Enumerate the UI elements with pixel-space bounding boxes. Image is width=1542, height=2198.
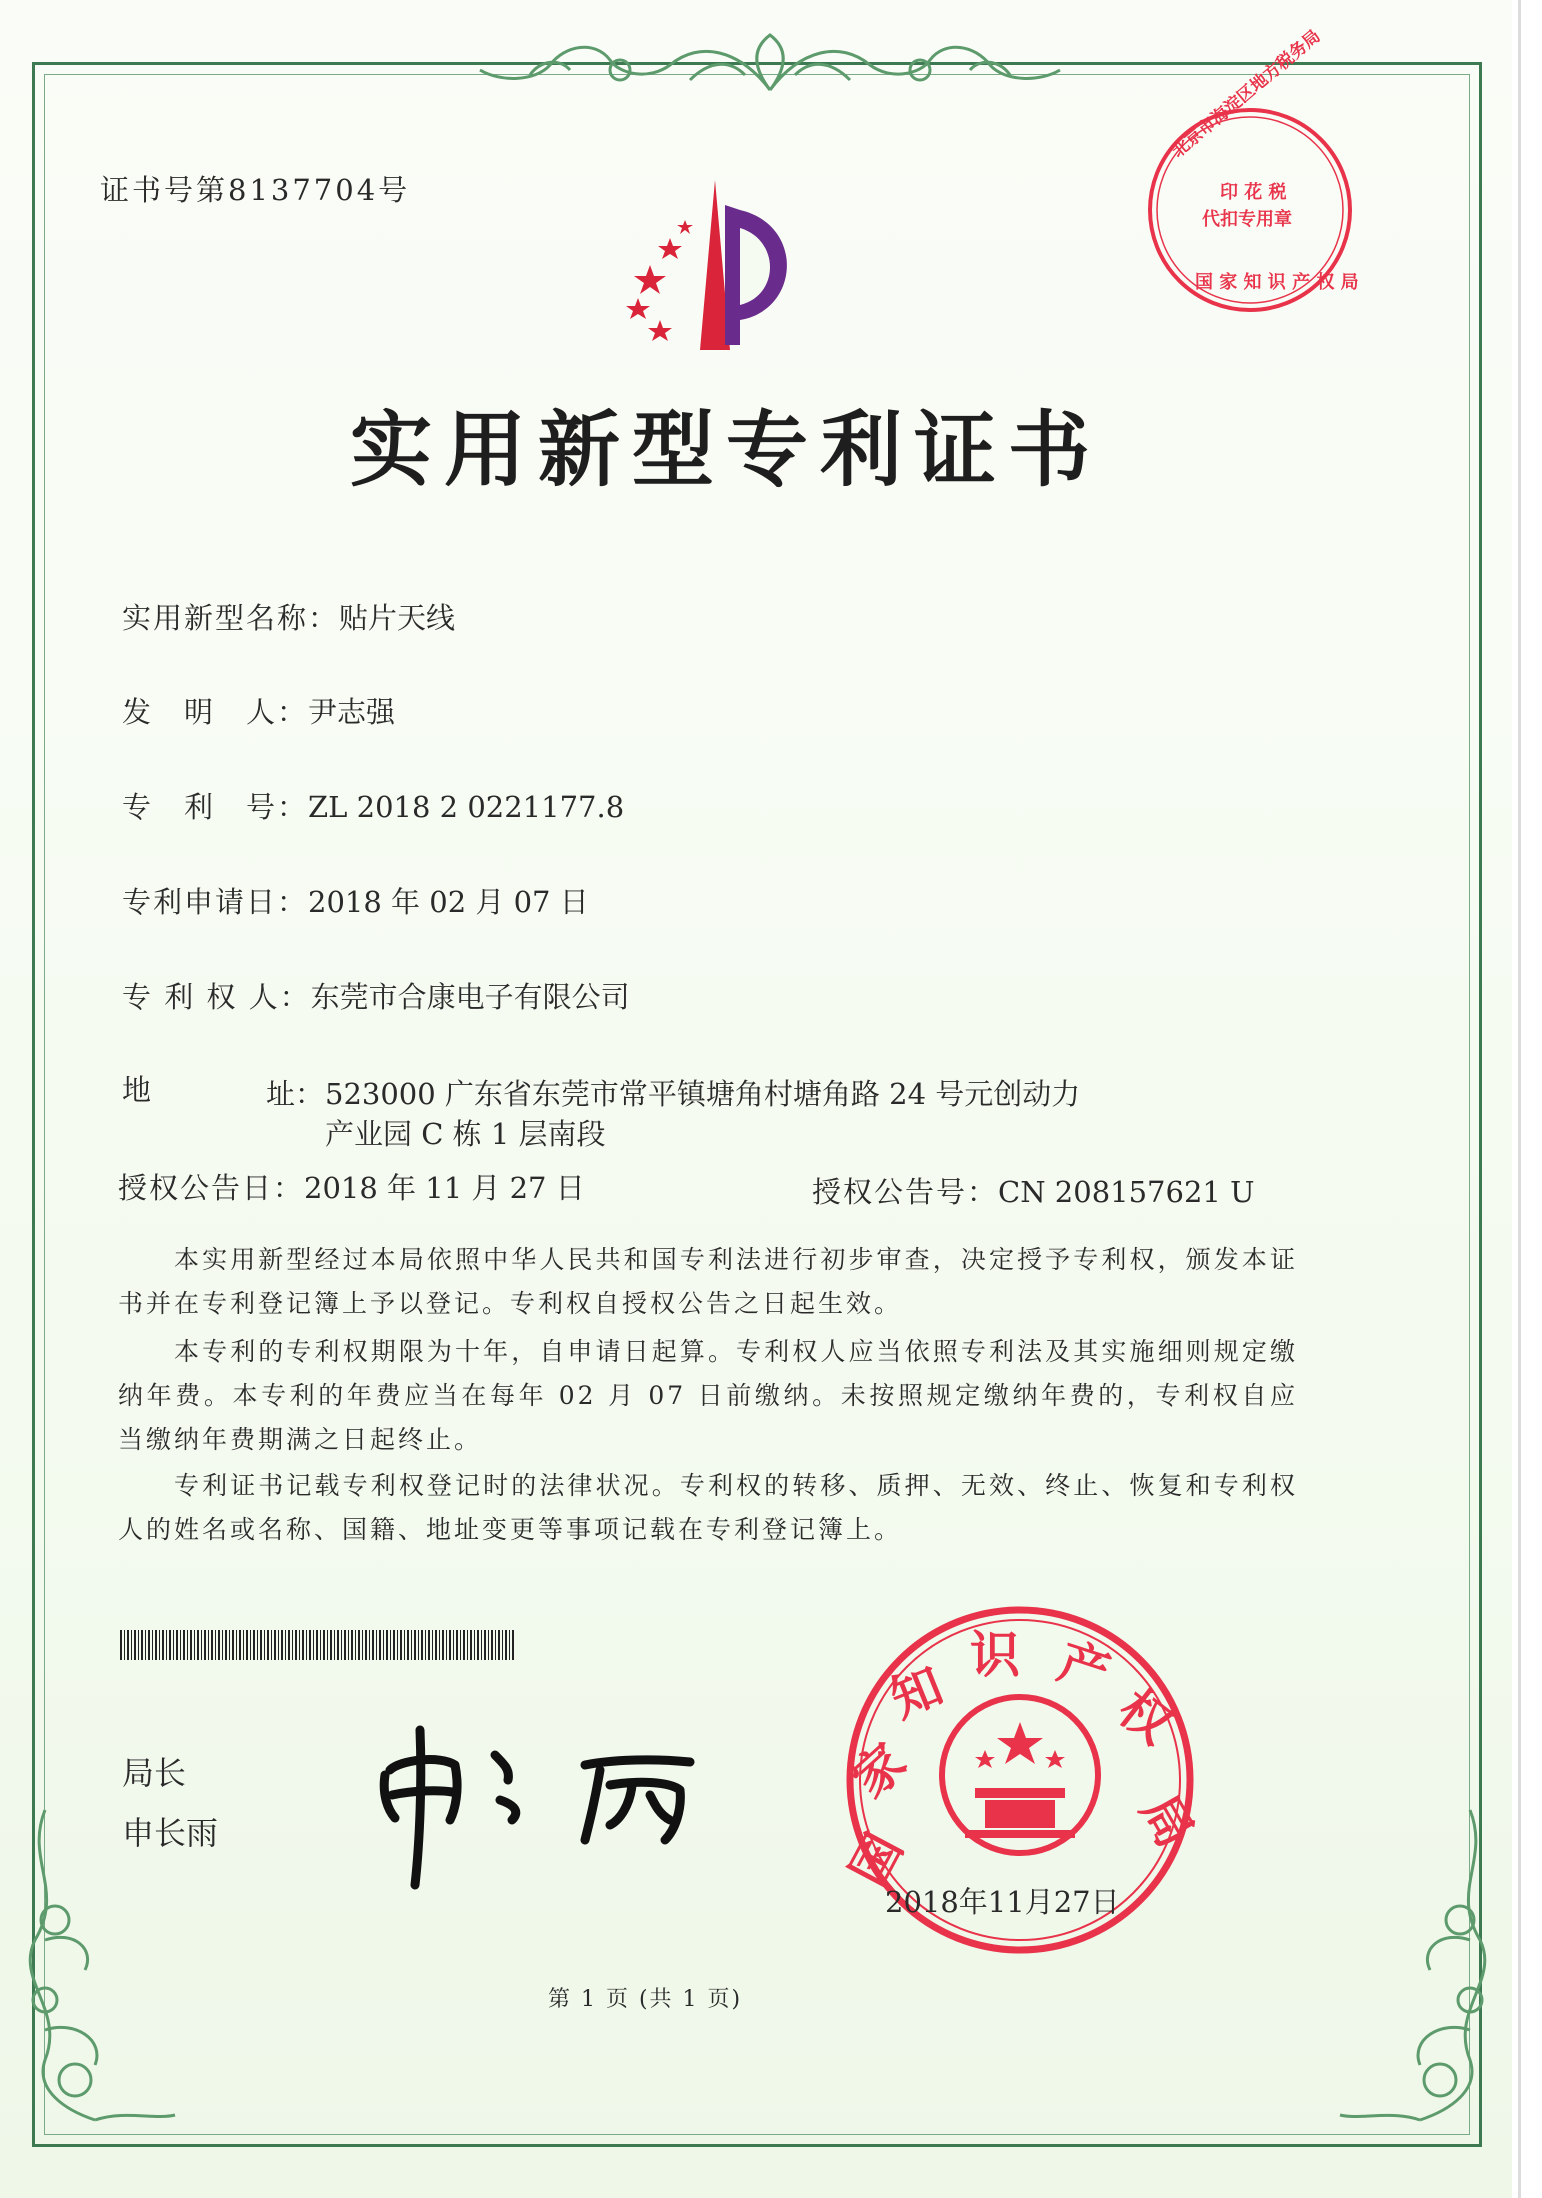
address-line-1: 523000 广东省东莞市常平镇塘角村塘角路 24 号元创动力: [325, 1077, 1081, 1111]
filing-date-label: 专利申请日：: [122, 885, 309, 919]
director-title: 局长: [122, 1754, 187, 1792]
svg-text:局: 局: [1129, 1785, 1205, 1858]
svg-text:国 家 知 识 产 权 局: 国 家 知 识 产 权 局: [1195, 272, 1359, 293]
grant-number-row: [812, 1170, 1255, 1211]
patentee-row: [122, 975, 630, 1016]
issue-date: 2018年11月27日: [885, 1885, 1120, 1919]
certificate-number: 证书号第8137704号: [100, 173, 411, 207]
grant-date-value: 2018 年 11 月 27 日: [304, 1171, 585, 1205]
patent-number-value: ZL 2018 2 0221177.8: [308, 790, 625, 824]
address-label-end: 址：: [266, 1077, 325, 1111]
top-ornament: [470, 20, 1070, 110]
inventor-row: [122, 690, 395, 731]
grant-date-row: [118, 1166, 585, 1207]
svg-text:国: 国: [839, 1824, 915, 1896]
svg-text:产: 产: [1051, 1632, 1117, 1703]
page-indicator: 第 1 页 (共 1 页): [548, 1987, 743, 2012]
utility-model-name-label: 实用新型名称：: [122, 601, 340, 635]
svg-text:权: 权: [1107, 1678, 1183, 1756]
utility-model-name-row: [122, 596, 455, 637]
inventor-value: 尹志强: [308, 695, 396, 729]
patent-number-row: [122, 785, 624, 826]
address-label-start: 地: [122, 1073, 152, 1107]
director-name: 申长雨: [122, 1814, 219, 1852]
inventor-label: 发 明 人：: [122, 695, 309, 729]
bottom-right-ornament: [1320, 1800, 1510, 2130]
filing-date-value: 2018 年 02 月 07 日: [308, 885, 589, 919]
svg-text:印 花 税: 印 花 税: [1220, 182, 1287, 203]
patentee-value: 东莞市合康电子有限公司: [310, 980, 630, 1014]
svg-text:北京市海淀区地方税务局: 北京市海淀区地方税务局: [1168, 26, 1325, 162]
svg-text:知: 知: [882, 1656, 951, 1730]
address-line-2: 产业园 C 栋 1 层南段: [325, 1117, 606, 1151]
svg-text:家: 家: [841, 1732, 918, 1809]
grant-number-value: CN 208157621 U: [998, 1175, 1255, 1209]
patentee-label: 专 利 权 人：: [122, 980, 311, 1014]
barcode: [120, 1630, 514, 1660]
grant-date-label: 授权公告日：: [118, 1171, 305, 1205]
scan-edge: [1512, 0, 1542, 2198]
svg-text:代扣专用章: 代扣专用章: [1202, 209, 1292, 230]
cnipa-logo-icon: [590, 170, 830, 360]
certificate-title: 实用新型专利证书: [350, 403, 1103, 498]
paragraph-legal-status: 专利证书记载专利权登记时的法律状况。专利权的转移、质押、无效、终止、恢复和专利权人的姓名或名称、国籍、地址变更等事项记载在专利登记簿上。: [118, 1471, 1298, 1544]
svg-text:识: 识: [970, 1626, 1020, 1684]
filing-date-row: [122, 880, 589, 921]
paragraph-grant: 本实用新型经过本局依照中华人民共和国专利法进行初步审查，决定授予专利权，颁发本证书并在专利登记簿上予以登记。专利权自授权公告之日起生效。: [118, 1245, 1298, 1318]
stamp-duty-seal: [1140, 26, 1360, 320]
director-signature: [370, 1710, 710, 1890]
paragraph-term: 本专利的专利权期限为十年，自申请日起算。专利权人应当依照专利法及其实施细则规定缴纳年费。本专利的年费应当在每年 02 月 07 日前缴纳。未按照规定缴纳年费的，专利权自应当缴纳年费期满之日起终止。: [118, 1337, 1298, 1454]
patent-number-label: 专 利 号：: [122, 790, 309, 824]
utility-model-name-value: 贴片天线: [339, 601, 456, 635]
grant-number-label: 授权公告号：: [812, 1175, 999, 1209]
